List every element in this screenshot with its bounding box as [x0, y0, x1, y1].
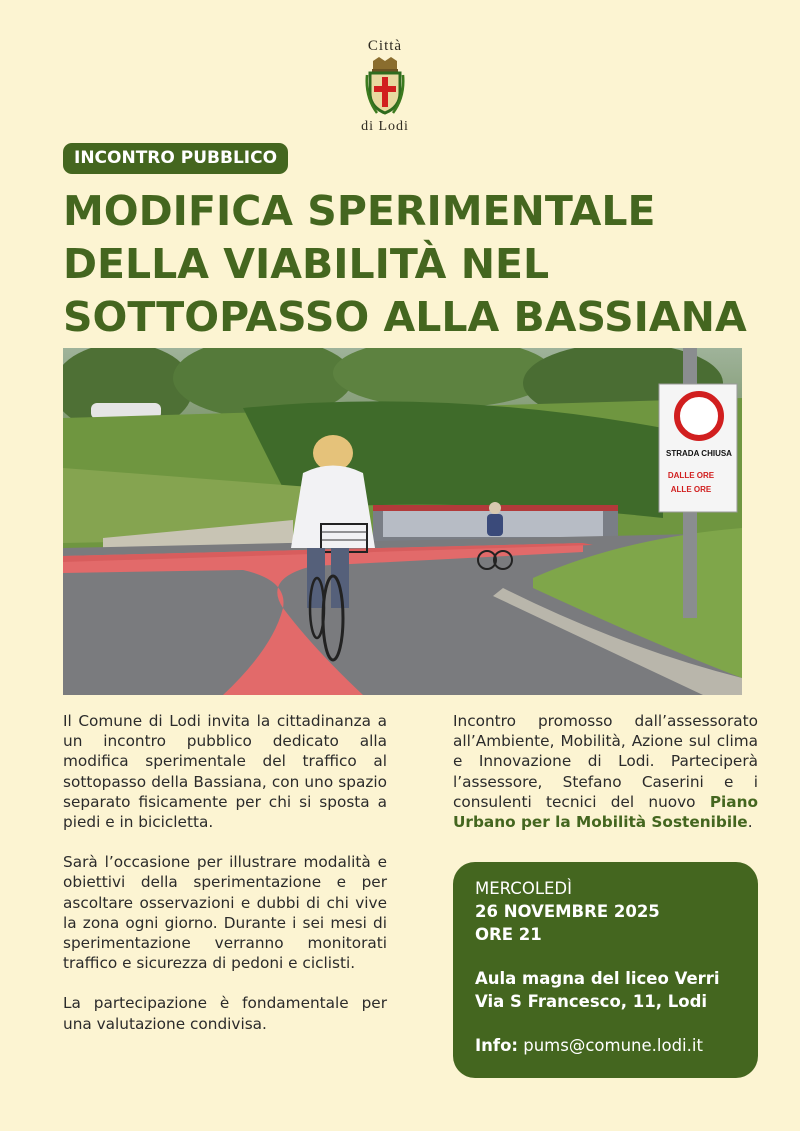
sign-text: DALLE ORE	[667, 471, 715, 480]
description-paragraph: Il Comune di Lodi invita la cittadinanza a un incontro pubblico dedicato alla modifica sperimentale del traffico al sottopasso della Bassiana, con uno spazio separato fisicamente per chi si sposta a piedi e in bicicletta.	[63, 712, 387, 832]
crest-bottom-text: di Lodi	[361, 119, 409, 134]
event-day: MERCOLEDÌ	[475, 879, 573, 898]
info-label: Info:	[475, 1036, 518, 1055]
event-type-badge: INCONTRO PUBBLICO	[63, 143, 288, 174]
title-line: DELLA VIABILITÀ NEL	[63, 240, 550, 288]
event-venue: Aula magna del liceo Verri	[475, 969, 720, 988]
organizer-text-end: .	[747, 813, 753, 832]
event-date: 26 NOVEMBRE 2025	[475, 902, 660, 921]
underpass-photo	[63, 348, 742, 695]
organizer-text	[453, 711, 758, 832]
sign-text: ALLE ORE	[670, 485, 712, 494]
description-column	[63, 711, 387, 1054]
event-details-box	[453, 862, 758, 1078]
description-paragraph: Sarà l’occasione per illustrare modalità e obiettivi della sperimentazione e per ascoltare osservazioni e dubbi di chi vive la zona ogni giorno. Durante i sei mesi di sperimentazione verranno monitorati traffico e sicurezza di pedoni e ciclisti.	[63, 853, 387, 973]
underpass-photo-illustration	[63, 348, 742, 695]
title-line: MODIFICA SPERIMENTALE	[63, 187, 656, 235]
plan-name-highlight: Piano Urbano per la Mobilità Sostenibile	[453, 792, 758, 832]
city-crest	[340, 38, 430, 135]
event-time: ORE 21	[475, 925, 542, 944]
sign-text: STRADA CHIUSA	[666, 449, 732, 458]
coat-of-arms-icon	[365, 57, 405, 117]
description-paragraph: La partecipazione è fondamentale per una valutazione condivisa.	[63, 994, 387, 1033]
event-info	[475, 1034, 736, 1057]
info-email[interactable]: pums@comune.lodi.it	[523, 1036, 703, 1055]
page-title	[63, 185, 763, 344]
event-address: Via S Francesco, 11, Lodi	[475, 992, 708, 1011]
crest-top-text: Città	[367, 38, 403, 54]
title-line: SOTTOPASSO ALLA BASSIANA	[63, 293, 747, 341]
organizer-text-start: Incontro promosso dall’assessorato all’Ambiente, Mobilità, Azione sul clima e Innovazione di Lodi. Parteciperà l’assessore, Stefano Caserini e i consulenti tecnici del nuovo	[453, 712, 758, 811]
